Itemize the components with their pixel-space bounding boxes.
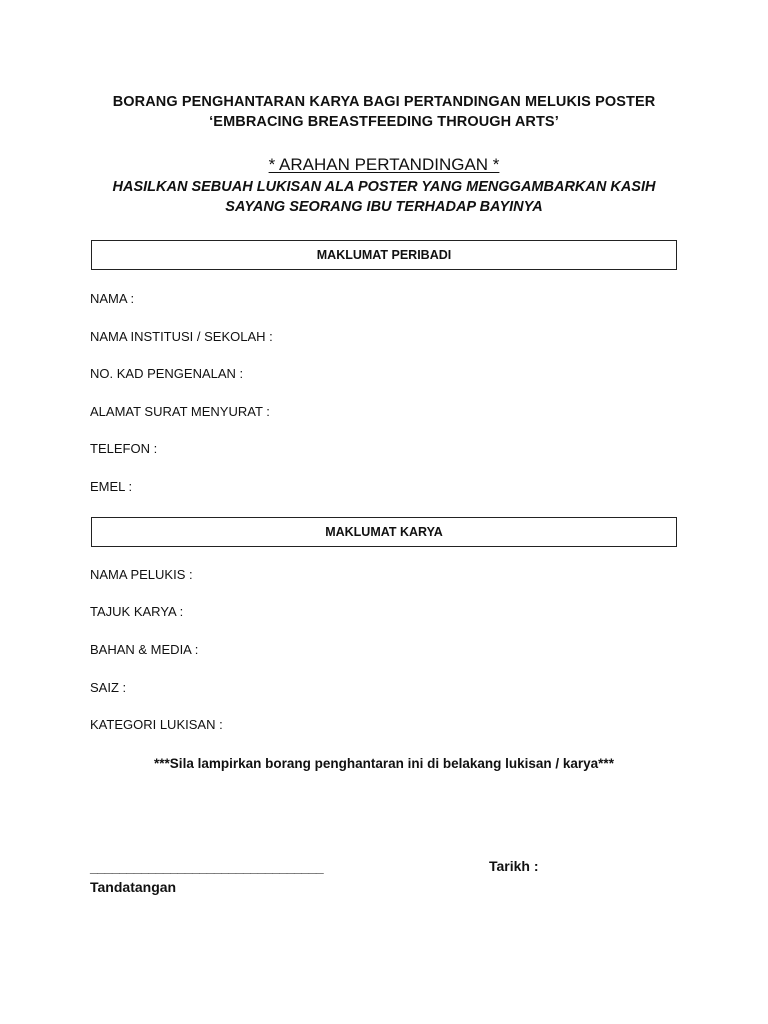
signature-label: Tandatangan [90, 879, 177, 895]
field-nama: NAMA : [90, 291, 135, 306]
section-maklumat-karya: MAKLUMAT KARYA [91, 517, 677, 547]
field-saiz: SAIZ : [90, 680, 127, 695]
arahan-text-line-1: HASILKAN SEBUAH LUKISAN ALA POSTER YANG MENGGAMBARKAN KASIH [112, 179, 656, 195]
attachment-note: ***Sila lampirkan borang penghantaran ini di belakang lukisan / karya*** [154, 756, 614, 771]
arahan-heading [0, 155, 768, 175]
date-label: Tarikh : [489, 858, 539, 874]
field-telefon: TELEFON : [90, 441, 158, 456]
field-kategori-lukisan: KATEGORI LUKISAN : [90, 717, 223, 732]
field-bahan-media: BAHAN & MEDIA : [90, 642, 199, 657]
form-title-line-2: ‘EMBRACING BREASTFEEDING THROUGH ARTS’ [209, 114, 559, 130]
field-nama-pelukis: NAMA PELUKIS : [90, 567, 193, 582]
section-maklumat-peribadi: MAKLUMAT PERIBADI [91, 240, 677, 270]
signature-line: ________________________________ [90, 859, 324, 875]
field-nama-institusi: NAMA INSTITUSI / SEKOLAH : [90, 329, 273, 344]
field-emel: EMEL : [90, 479, 133, 494]
arahan-heading-text: * ARAHAN PERTANDINGAN * [268, 155, 500, 174]
field-tajuk-karya: TAJUK KARYA : [90, 604, 184, 619]
field-no-kad-pengenalan: NO. KAD PENGENALAN : [90, 366, 244, 381]
form-title-line-1: BORANG PENGHANTARAN KARYA BAGI PERTANDINGAN MELUKIS POSTER [112, 94, 656, 110]
field-alamat: ALAMAT SURAT MENYURAT : [90, 404, 270, 419]
arahan-text-line-2: SAYANG SEORANG IBU TERHADAP BAYINYA [225, 199, 543, 215]
